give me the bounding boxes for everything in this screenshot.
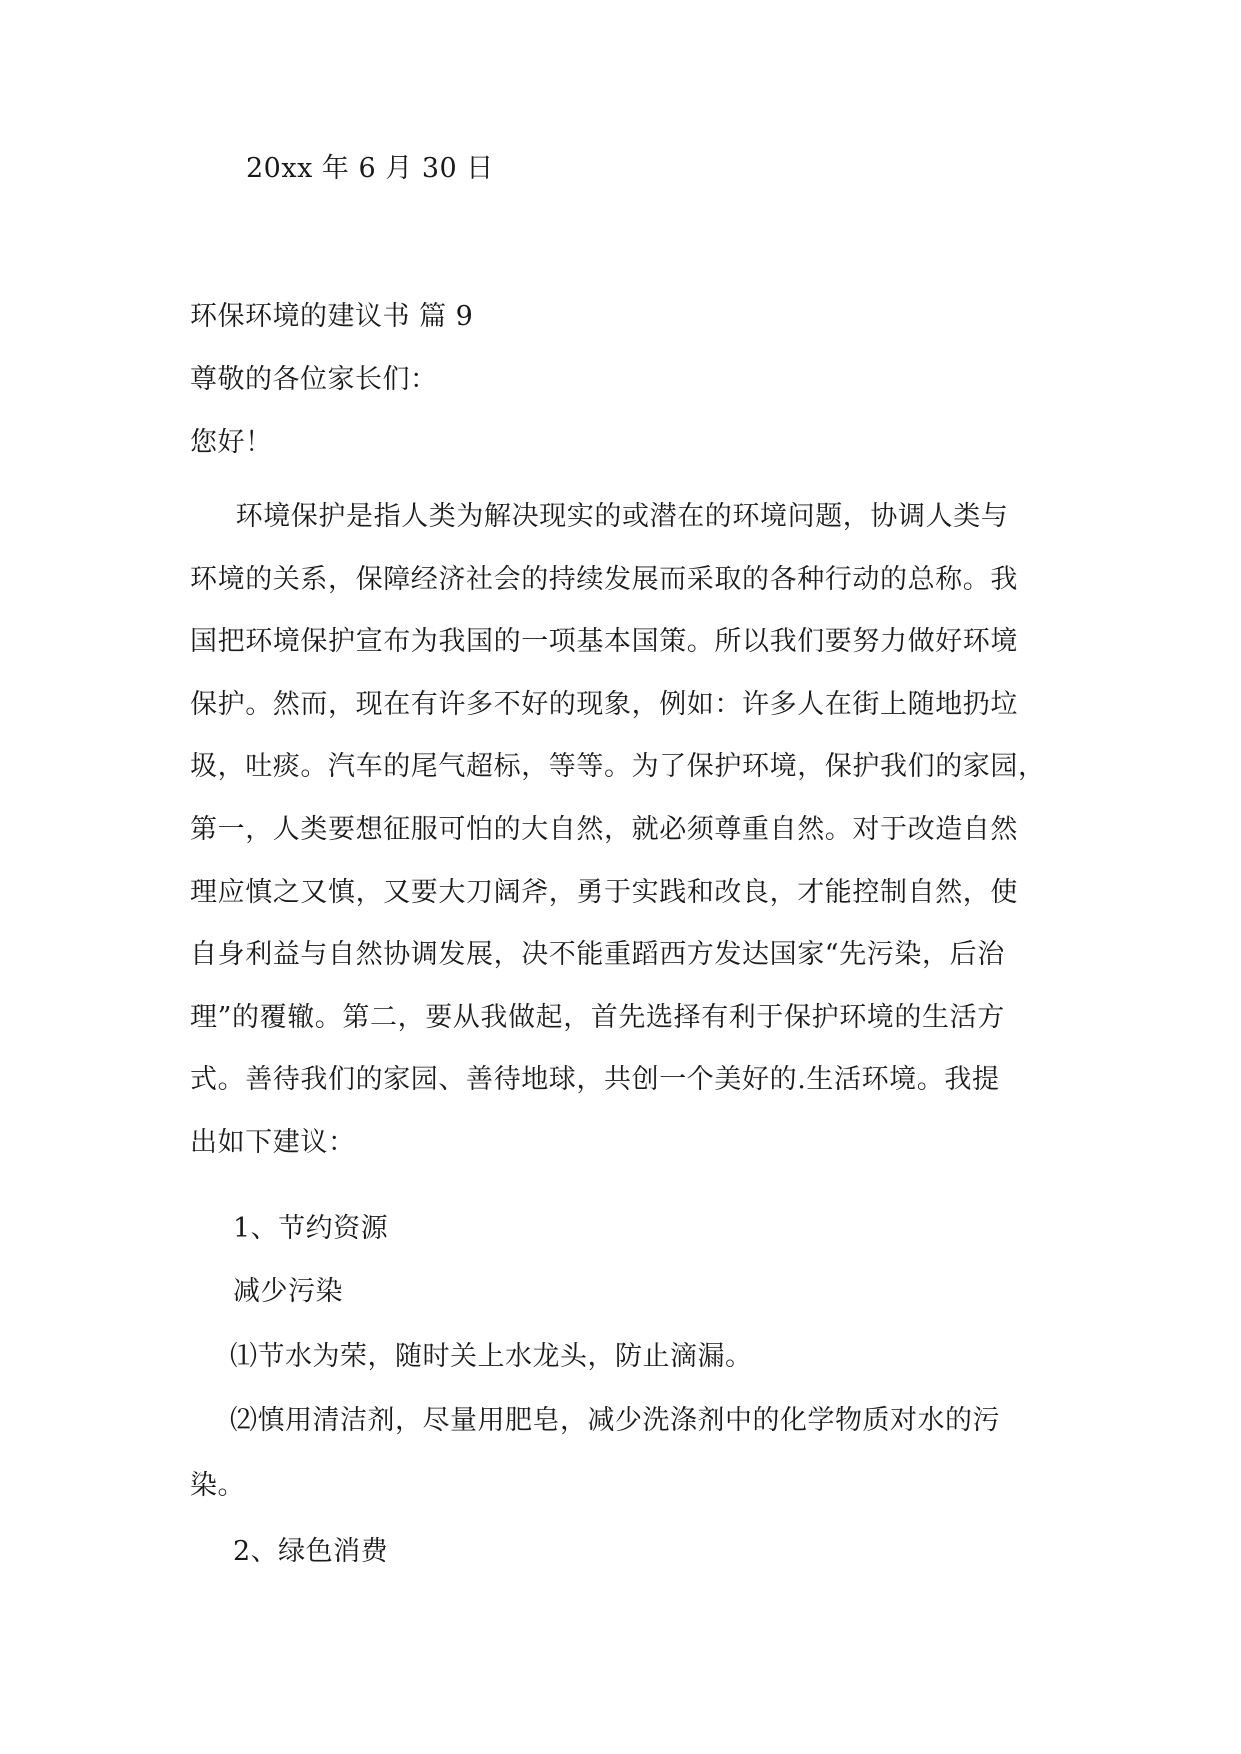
paragraph-line: 保护。然而，现在有许多不好的现象，例如：许多人在街上随地扔垃 [190, 688, 1018, 720]
paragraph-line: 环境保护是指人类为解决现实的或潜在的环境问题，协调人类与 [208, 501, 1009, 532]
greeting: 您好！ [190, 427, 273, 458]
item-1-subtitle: 减少污染 [233, 1276, 343, 1307]
salutation: 尊敬的各位家长们： [190, 364, 438, 395]
item-1-point-1: ⑴节水为荣，随时关上水龙头，防止滴漏。 [230, 1341, 753, 1372]
paragraph-line: 圾，吐痰。汽车的尾气超标，等等。为了保护环境，保护我们的家园， [190, 751, 1046, 783]
item-1-point-2: ⑵慎用清洁剂，尽量用肥皂，减少洗涤剂中的化学物质对水的污 [230, 1405, 1000, 1436]
paragraph-line: 国把环境保护宣布为我国的一项基本国策。所以我们要努力做好环境 [190, 626, 1018, 658]
item-1-point-2-continued: 染。 [190, 1470, 245, 1501]
paragraph-line: 理应慎之又慎，又要大刀阔斧，勇于实践和改良，才能控制自然，使 [190, 876, 1018, 908]
item-2-title: 2、绿色消费 [233, 1536, 389, 1567]
paragraph-line: 第一，人类要想征服可怕的大自然，就必须尊重自然。对于改造自然 [190, 813, 1018, 845]
paragraph-line: 环境的关系，保障经济社会的持续发展而采取的各种行动的总称。我 [190, 563, 1018, 595]
paragraph-line: 自身利益与自然协调发展，决不能重蹈西方发达国家“先污染，后治 [190, 939, 1005, 971]
section-heading: 环保环境的建议书 篇 9 [190, 301, 474, 332]
paragraph-line: 出如下建议： [190, 1126, 356, 1158]
body-paragraph [190, 486, 1060, 1175]
letter-date: 20xx 年 6 月 30 日 [246, 153, 494, 184]
paragraph-line: 式。善待我们的家园、善待地球，共创一个美好的.生活环境。我提 [190, 1064, 1000, 1096]
item-1-title: 1、节约资源 [233, 1213, 389, 1244]
paragraph-line: 理”的覆辙。第二，要从我做起，首先选择有利于保护环境的生活方 [190, 1001, 1005, 1033]
